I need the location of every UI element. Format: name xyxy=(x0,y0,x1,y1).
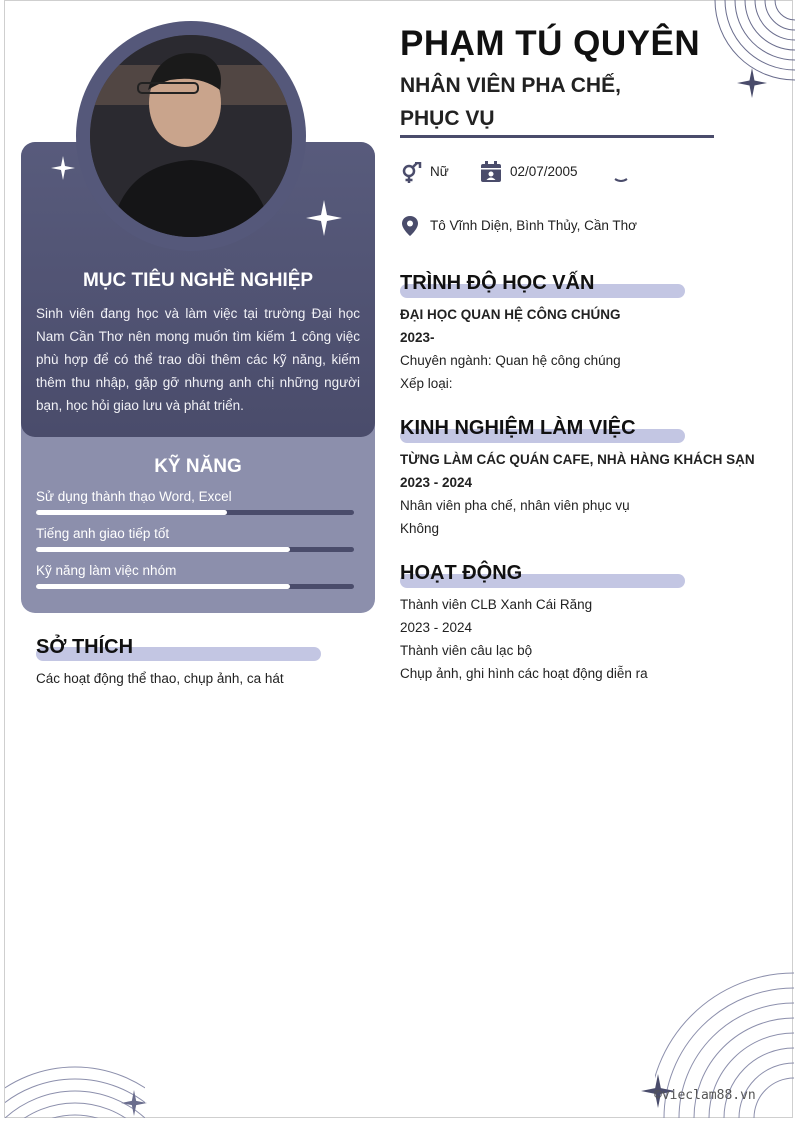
location-pin-icon xyxy=(400,215,420,237)
gender-icon xyxy=(400,162,422,184)
gender-value: Nữ xyxy=(430,164,449,179)
skill-label: Tiếng anh giao tiếp tốt xyxy=(36,526,170,541)
skill-label: Kỹ năng làm việc nhóm xyxy=(36,563,177,578)
skill-bar-fill xyxy=(36,510,227,515)
skills-title: KỸ NĂNG xyxy=(154,456,242,477)
sparkle-icon xyxy=(737,68,767,98)
job-title-line1: NHÂN VIÊN PHA CHẾ, xyxy=(400,74,621,97)
skill-bar xyxy=(36,547,354,552)
candidate-name: PHẠM TÚ QUYÊN xyxy=(400,24,701,63)
skill-item xyxy=(36,489,354,515)
skill-bar xyxy=(36,510,354,515)
education-grade: Xếp loại: xyxy=(400,376,453,391)
skill-item xyxy=(36,563,354,589)
chevron-down-icon xyxy=(614,178,628,184)
activities-period: 2023 - 2024 xyxy=(400,620,473,635)
objective-text: Sinh viên đang học và làm việc tại trường Đại học Nam Cần Thơ nên mong muốn tìm kiếm 1 công việc phù hợp để có thể trao dồi thêm các kỹ năng, kiếm thêm thu nhập, gặp gỡ nhưng anh chị những người bạn, học hỏi giao lưu và phát triển. xyxy=(36,306,360,413)
activities-role: Thành viên câu lạc bộ xyxy=(400,643,533,658)
activities-title: HOẠT ĐỘNG xyxy=(400,562,523,584)
experience-position: Nhân viên pha chế, nhân viên phục vụ xyxy=(400,498,630,513)
avatar xyxy=(90,35,292,237)
activities-organization: Thành viên CLB Xanh Cái Răng xyxy=(400,597,593,612)
calendar-icon xyxy=(480,161,502,183)
skill-label: Sử dụng thành thạo Word, Excel xyxy=(36,489,232,504)
address-value: Tô Vĩnh Diện, Bình Thủy, Cần Thơ xyxy=(430,218,637,233)
portrait-photo xyxy=(90,35,292,237)
experience-company: TỪNG LÀM CÁC QUÁN CAFE, NHÀ HÀNG KHÁCH SẠN xyxy=(400,452,755,467)
activities-description: Chụp ảnh, ghi hình các hoạt động diễn ra xyxy=(400,666,648,681)
sparkle-icon xyxy=(121,1090,147,1116)
experience-title: KINH NGHIỆM LÀM VIỆC xyxy=(400,417,636,439)
sparkle-icon xyxy=(51,156,75,180)
birthdate-value: 02/07/2005 xyxy=(510,164,578,179)
experience-period: 2023 - 2024 xyxy=(400,475,473,490)
education-title: TRÌNH ĐỘ HỌC VẤN xyxy=(400,272,595,294)
skill-bar xyxy=(36,584,354,589)
experience-description: Không xyxy=(400,521,440,536)
skill-item xyxy=(36,526,354,552)
job-title-line2: PHỤC VỤ xyxy=(400,107,495,130)
hobbies-text: Các hoạt động thể thao, chụp ảnh, ca hát xyxy=(36,671,284,686)
education-school: ĐẠI HỌC QUAN HỆ CÔNG CHÚNG xyxy=(400,307,621,322)
sparkle-icon xyxy=(306,200,342,236)
hobbies-title: SỞ THÍCH xyxy=(36,636,134,658)
skill-bar-fill xyxy=(36,584,290,589)
education-major: Chuyên ngành: Quan hệ công chúng xyxy=(400,353,621,368)
objective-title: MỤC TIÊU NGHỀ NGHIỆP xyxy=(82,270,314,291)
watermark: ©vieclam88.vn xyxy=(654,1088,756,1103)
title-divider xyxy=(400,135,714,138)
education-period: 2023- xyxy=(400,330,435,345)
skill-bar-fill xyxy=(36,547,290,552)
